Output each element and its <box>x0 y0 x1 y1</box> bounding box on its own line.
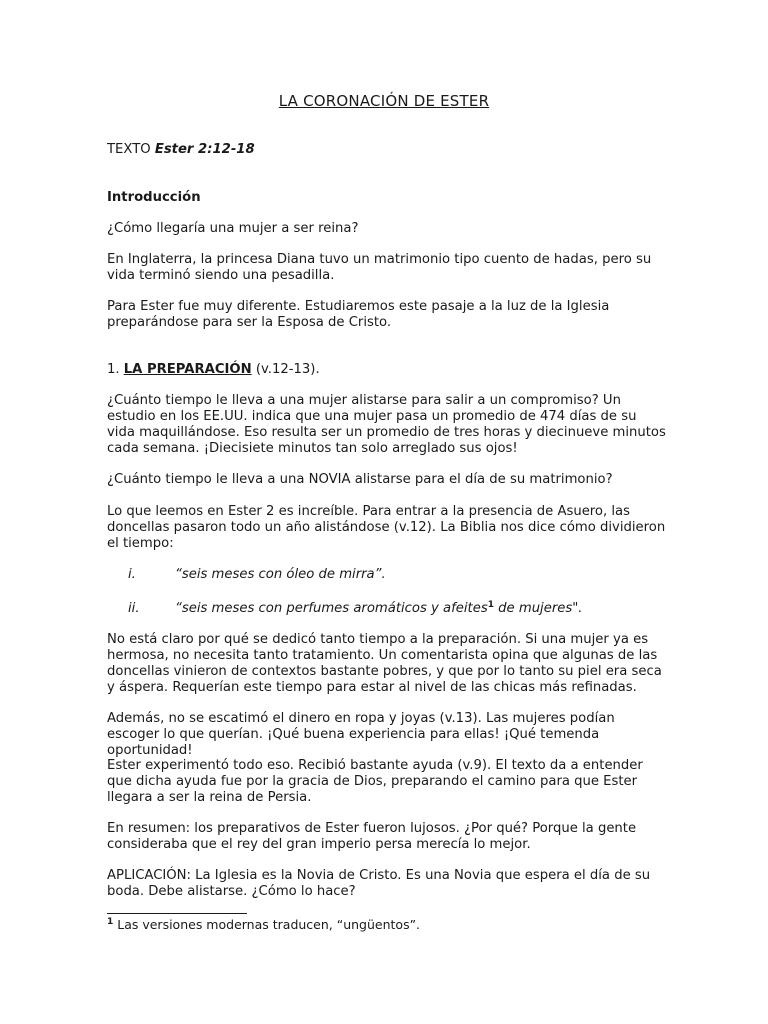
footnote <box>107 917 420 933</box>
texto-reference: Ester 2:12-18 <box>154 142 255 157</box>
paragraph-question: ¿Cómo llegaría una mujer a ser reina? <box>107 221 359 236</box>
paragraph-preparacion: No está claro por qué se dedicó tanto tiempo a la preparación. Si una mujer ya es hermosa, no necesita tanto tratamiento. Un comentarista opina que algunas de las doncellas vinieron de contextos bastante pobres, y que por lo tanto su piel era seca y áspera. Requerían este tiempo para estar al nivel de las chicas más refinadas. <box>107 632 662 695</box>
texto-label: TEXTO <box>107 142 155 157</box>
list-item-number: i. <box>128 567 136 582</box>
paragraph-dinero: Además, no se escatimó el dinero en ropa y joyas (v.13). Las mujeres podían escoger lo que querían. ¡Qué buena experiencia para ellas! ¡Qué temenda oportunidad! <box>107 711 615 758</box>
section-heading <box>107 362 667 378</box>
footnote-number: 1 <box>107 917 114 927</box>
paragraph-ester-diferente: Para Ester fue muy diferente. Estudiaremos este pasaje a la luz de la Iglesia preparándose para ser la Esposa de Cristo. <box>107 299 610 330</box>
texto-line <box>107 142 667 158</box>
paragraph-ester-2: Lo que leemos en Ester 2 es increíble. Para entrar a la presencia de Asuero, las doncellas pasaron todo un año alistándose (v.12). La Biblia nos dice cómo dividieron el tiempo: <box>107 504 666 551</box>
section-title: LA PREPARACIÓN <box>123 362 252 377</box>
footnote-text: Las versiones modernas traducen, “ungüentos”. <box>113 917 421 932</box>
paragraph-aplicacion: APLICACIÓN: La Iglesia es la Novia de Cristo. Es una Novia que espera el día de su boda. Debe alistarse. ¿Cómo lo hace? <box>107 868 651 899</box>
section-reference: (v.12-13). <box>251 362 320 377</box>
footnote-divider <box>107 913 247 914</box>
list-item-number: ii. <box>128 601 140 616</box>
paragraph-ayuda: Ester experimentó todo eso. Recibió bastante ayuda (v.9). El texto da a entender que dicha ayuda fue por la gracia de Dios, preparando el camino para que Ester llegara a ser la reina de Persia. <box>107 758 643 805</box>
paragraph-tiempo-mujer: ¿Cuánto tiempo le lleva a una mujer alistarse para salir a un compromiso? Un estudio en los EE.UU. indica que una mujer pasa un promedio de 474 días de su vida maquillándose. Eso resulta ser un promedio de tres horas y diecinueve minutos cada semana. ¡Diecisiete minutos tan solo arreglado sus ojos! <box>107 393 666 456</box>
footnote-reference[interactable]: 1 <box>487 600 494 610</box>
list-item-text: “seis meses con óleo de mirra”. <box>175 567 386 582</box>
intro-heading: Introducción <box>107 190 201 205</box>
paragraph-diana: En Inglaterra, la princesa Diana tuvo un matrimonio tipo cuento de hadas, pero su vida terminó siendo una pesadilla. <box>107 252 652 283</box>
document-title: LA CORONACIÓN DE ESTER <box>278 92 490 110</box>
paragraph-resumen: En resumen: los preparativos de Ester fueron lujosos. ¿Por qué? Porque la gente consideraba que el rey del gran imperio persa merecía lo mejor. <box>107 821 637 852</box>
section-number: 1. <box>107 362 124 377</box>
list-item-text: “seis meses con perfumes aromáticos y afeites$^1$ de mujeres". <box>175 600 583 616</box>
paragraph-tiempo-novia: ¿Cuánto tiempo le lleva a una NOVIA alistarse para el día de su matrimonio? <box>107 472 613 487</box>
